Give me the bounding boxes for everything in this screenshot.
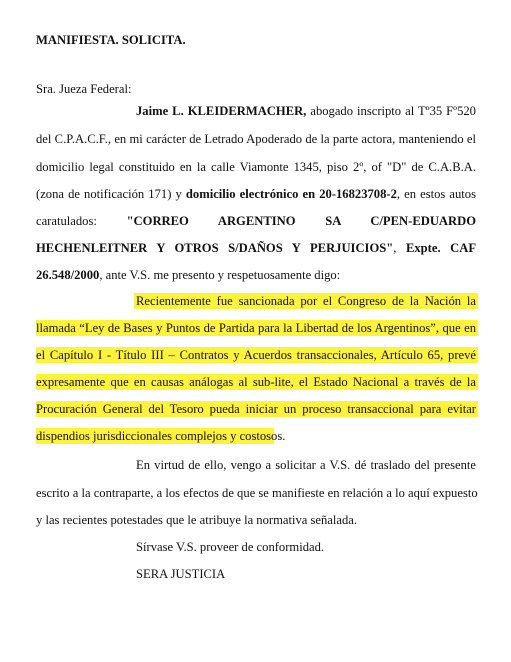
closing-formula: SERA JUSTICIA: [136, 567, 226, 581]
para3-line2: escrito a la contraparte, a los efectos de que se manifieste en relación a lo aquí expuesto: [36, 486, 478, 500]
salutation: Sra. Jueza Federal:: [36, 82, 132, 96]
para1-line3: domicilio legal constituido en la calle Viamonte 1345, piso 2º, of "D" de C.A.B.A.: [36, 160, 476, 174]
para1-line6: HECHENLEITNER Y OTROS S/DAÑOS Y PERJUICIOS", Expte. CAF: [36, 241, 477, 255]
para1-line4: (zona de notificación 171) y domicilio electrónico en 20-16823708-2, en estos autos: [36, 187, 476, 201]
para1-line1: Jaime L. KLEIDERMACHER, abogado inscripto al Tº35 Fº520: [136, 104, 476, 118]
electronic-domicile: domicilio electrónico en 20-16823708-2: [185, 187, 397, 201]
para3-line3: y las recientes potestades que le atribuye la normativa señalada.: [36, 513, 358, 527]
para2-line6: dispendios jurisdiccionales complejos y costosos.: [36, 429, 286, 443]
document-title: MANIFIESTA. SOLICITA.: [36, 33, 186, 47]
lawyer-name: Jaime L. KLEIDERMACHER,: [136, 104, 307, 118]
case-title-part1: "CORREO ARGENTINO SA C/PEN-EDUARDO: [126, 214, 476, 228]
para2-line5: Procuración General del Tesoro pueda iniciar un proceso transaccional para evitar: [36, 402, 476, 416]
case-number-label: Expte. CAF: [405, 241, 477, 255]
para1-line2: del C.P.A.C.F., en mi carácter de Letrado Apoderado de la parte actora, manteniendo el: [36, 132, 476, 146]
para1-line5: caratulados: "CORREO ARGENTINO SA C/PEN-EDUARDO: [36, 214, 476, 228]
para2-line4: expresamente que en causas análogas al sub-lite, el Estado Nacional a través de la: [36, 375, 476, 389]
para3-line1: En virtud de ello, vengo a solicitar a V.S. dé traslado del presente: [136, 458, 476, 472]
case-number: 26.548/2000: [36, 268, 100, 282]
para2-line3: el Capítulo I - Título III – Contratos y Acuerdos transaccionales, Artículo 65, prevé: [36, 348, 476, 362]
para2-line1: Recientemente fue sancionada por el Congreso de la Nación la: [136, 294, 476, 308]
para2-line2: llamada “Ley de Bases y Puntos de Partida para la Libertad de los Argentinos”, que en: [36, 321, 476, 335]
closing-request: Sírvase V.S. proveer de conformidad.: [136, 540, 325, 554]
para1-line7: 26.548/2000, ante V.S. me presento y respetuosamente digo:: [36, 268, 341, 282]
case-title-part2: HECHENLEITNER Y OTROS S/DAÑOS Y PERJUICIOS": [36, 241, 394, 255]
